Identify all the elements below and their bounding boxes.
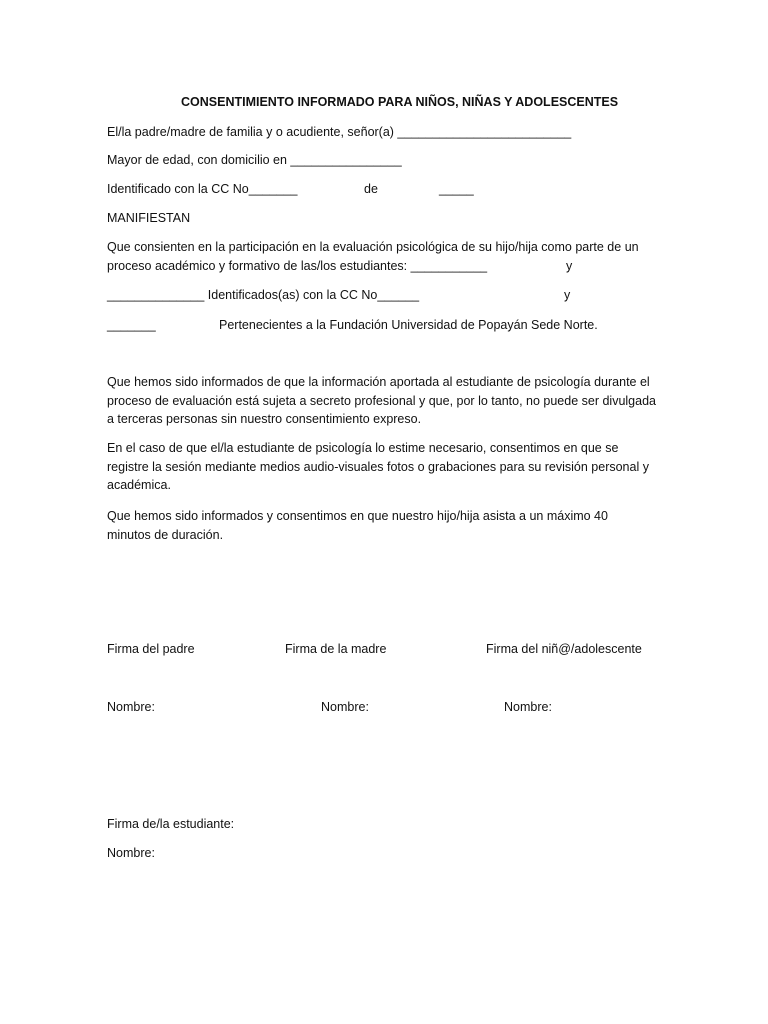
manifest-heading: MANIFIESTAN (107, 211, 191, 225)
confidentiality-paragraph (107, 373, 667, 429)
mother-name-label: Nombre: (321, 700, 369, 714)
participation-line-4-text: Pertenecientes a la Fundación Universidad de Popayán Sede Norte. (219, 318, 598, 332)
id-line: Identificado con la CC No_______ (107, 182, 298, 196)
participation-line-1: Que consienten en la participación en la evaluación psicológica de su hijo/hija como parte de un (107, 240, 639, 254)
document-title: CONSENTIMIENTO INFORMADO PARA NIÑOS, NIÑAS Y ADOLESCENTES (181, 95, 619, 109)
participation-line-3: ______________ Identificados(as) con la CC No______ (107, 288, 420, 302)
recording-line-2: registre la sesión mediante medios audio-visuales fotos o grabaciones para su revisión personal y (107, 459, 649, 474)
confidentiality-line-2: proceso de evaluación está sujeta a secreto profesional y que, por lo tanto, no puede ser divulgada (107, 393, 656, 408)
father-name-label: Nombre: (107, 700, 155, 714)
child-signature-label: Firma del niñ@/adolescente (486, 642, 642, 656)
participation-line-4-blank: _______ (107, 318, 156, 332)
confidentiality-line-3: a terceras personas sin nuestro consentimiento expreso. (107, 412, 422, 426)
father-signature-label: Firma del padre (107, 642, 195, 656)
id-de-blank: _____ (439, 182, 474, 196)
student-name-label: Nombre: (107, 846, 155, 860)
recording-paragraph (107, 439, 667, 495)
mother-signature-label: Firma de la madre (285, 642, 387, 656)
duration-line-1: Que hemos sido informados y consentimos en que nuestro hijo/hija asista a un máximo 40 (107, 509, 608, 523)
participation-line-3-y: y (564, 288, 571, 302)
student-signature-label: Firma de/la estudiante: (107, 817, 235, 831)
recording-line-1: En el caso de que el/la estudiante de psicología lo estime necesario, consentimos en que se (107, 441, 619, 455)
recording-line-3: académica. (107, 478, 171, 492)
participation-line-2-y: y (566, 259, 573, 273)
domicile-line: Mayor de edad, con domicilio en ________________ (107, 153, 402, 167)
parent-line: El/la padre/madre de familia y o acudiente, señor(a) _________________________ (107, 125, 572, 139)
duration-line-2: minutos de duración. (107, 527, 224, 542)
child-name-label: Nombre: (504, 700, 552, 714)
participation-line-2: proceso académico y formativo de las/los estudiantes: ___________ (107, 259, 488, 273)
duration-paragraph (107, 507, 667, 544)
id-de-label: de (364, 182, 378, 196)
confidentiality-line-1: Que hemos sido informados de que la información aportada al estudiante de psicología durante el (107, 375, 650, 389)
